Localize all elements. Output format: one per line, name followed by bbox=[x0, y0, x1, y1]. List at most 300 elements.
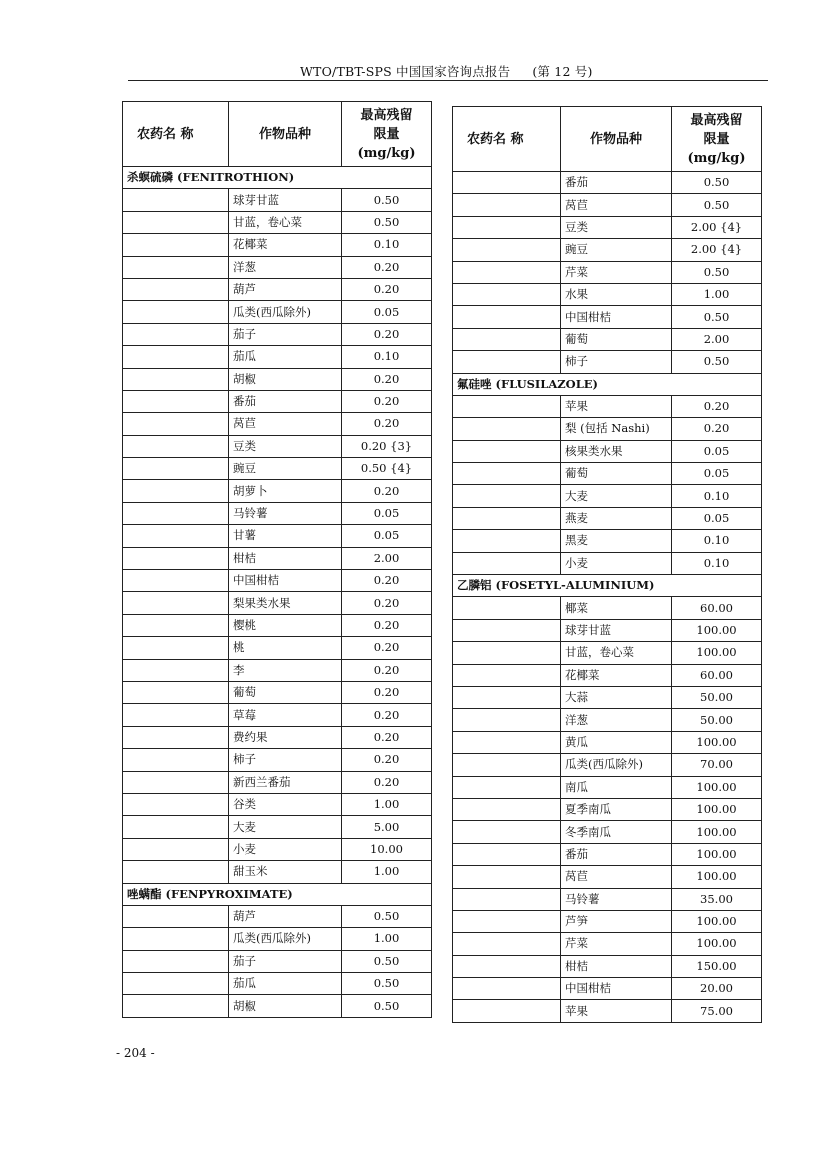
pesticide-cell bbox=[123, 681, 229, 703]
table-row bbox=[453, 239, 762, 261]
table-header-row bbox=[453, 107, 762, 172]
crop-cell: 葫芦 bbox=[229, 905, 342, 927]
table-row bbox=[123, 681, 432, 703]
section-row bbox=[453, 373, 762, 395]
mrl-cell: 0.50 bbox=[672, 306, 762, 328]
table-row bbox=[123, 346, 432, 368]
table-row bbox=[123, 323, 432, 345]
mrl-cell: 75.00 bbox=[672, 1000, 762, 1022]
mrl-cell: 0.20 bbox=[342, 771, 432, 793]
crop-cell: 冬季南瓜 bbox=[561, 821, 672, 843]
mrl-header-line2: 限量 bbox=[703, 131, 730, 147]
crop-cell: 中国柑桔 bbox=[561, 978, 672, 1000]
table-row bbox=[123, 838, 432, 860]
mrl-cell: 50.00 bbox=[672, 686, 762, 708]
crop-cell: 洋葱 bbox=[229, 256, 342, 278]
table-row bbox=[123, 726, 432, 748]
table-row bbox=[453, 194, 762, 216]
pesticide-cell bbox=[123, 570, 229, 592]
crop-cell: 甘蓝，卷心菜 bbox=[229, 211, 342, 233]
pesticide-cell bbox=[453, 933, 561, 955]
table-row bbox=[123, 861, 432, 883]
crop-cell: 马铃薯 bbox=[561, 888, 672, 910]
pesticide-cell bbox=[123, 301, 229, 323]
table-row bbox=[453, 843, 762, 865]
table-row bbox=[453, 552, 762, 574]
table-row bbox=[123, 637, 432, 659]
mrl-cell: 150.00 bbox=[672, 955, 762, 977]
mrl-cell: 60.00 bbox=[672, 664, 762, 686]
pesticide-name: 唑螨酯 (FENPYROXIMATE) bbox=[123, 883, 432, 905]
table-row bbox=[453, 642, 762, 664]
mrl-cell: 0.20 bbox=[342, 637, 432, 659]
mrl-cell: 0.20 bbox=[342, 726, 432, 748]
crop-cell: 柿子 bbox=[229, 749, 342, 771]
pesticide-cell bbox=[453, 1000, 561, 1022]
mrl-cell: 0.50 bbox=[342, 973, 432, 995]
crop-cell: 瓜类(西瓜除外) bbox=[561, 754, 672, 776]
mrl-cell: 100.00 bbox=[672, 821, 762, 843]
crop-cell: 茄瓜 bbox=[229, 346, 342, 368]
crop-cell: 南瓜 bbox=[561, 776, 672, 798]
pesticide-cell bbox=[453, 619, 561, 641]
mrl-cell: 100.00 bbox=[672, 619, 762, 641]
pesticide-cell bbox=[453, 910, 561, 932]
mrl-cell: 1.00 bbox=[342, 928, 432, 950]
mrl-cell: 100.00 bbox=[672, 843, 762, 865]
crop-cell: 大蒜 bbox=[561, 686, 672, 708]
crop-cell: 莴苣 bbox=[561, 866, 672, 888]
mrl-cell: 100.00 bbox=[672, 642, 762, 664]
crop-cell: 葫芦 bbox=[229, 278, 342, 300]
mrl-cell: 0.20 {3} bbox=[342, 435, 432, 457]
mrl-cell: 2.00 {4} bbox=[672, 216, 762, 238]
mrl-cell: 0.05 bbox=[342, 525, 432, 547]
crop-cell: 甜玉米 bbox=[229, 861, 342, 883]
crop-cell: 柑桔 bbox=[229, 547, 342, 569]
pesticide-cell bbox=[453, 843, 561, 865]
mrl-cell: 0.50 bbox=[342, 189, 432, 211]
crop-cell: 大麦 bbox=[561, 485, 672, 507]
mrl-table-right bbox=[452, 106, 762, 1023]
crop-cell: 瓜类(西瓜除外) bbox=[229, 928, 342, 950]
pesticide-cell bbox=[453, 261, 561, 283]
pesticide-cell bbox=[123, 323, 229, 345]
table-row bbox=[453, 597, 762, 619]
mrl-cell: 0.05 bbox=[672, 507, 762, 529]
table-row bbox=[453, 485, 762, 507]
crop-cell: 水果 bbox=[561, 283, 672, 305]
table-row bbox=[453, 664, 762, 686]
crop-cell: 番茄 bbox=[229, 390, 342, 412]
pesticide-cell bbox=[453, 351, 561, 373]
pesticide-cell bbox=[123, 905, 229, 927]
crop-cell: 胡萝卜 bbox=[229, 480, 342, 502]
pesticide-cell bbox=[453, 485, 561, 507]
mrl-cell: 100.00 bbox=[672, 798, 762, 820]
crop-cell: 梨果类水果 bbox=[229, 592, 342, 614]
pesticide-name: 氟硅唑 (FLUSILAZOLE) bbox=[453, 373, 762, 395]
table-row bbox=[123, 614, 432, 636]
crop-cell: 洋葱 bbox=[561, 709, 672, 731]
table-row bbox=[453, 709, 762, 731]
pesticide-cell bbox=[453, 172, 561, 194]
pesticide-cell bbox=[123, 278, 229, 300]
mrl-header-line1: 最高残留 bbox=[360, 107, 413, 123]
section-row bbox=[453, 575, 762, 597]
crop-cell: 中国柑桔 bbox=[229, 570, 342, 592]
mrl-cell: 0.20 bbox=[342, 749, 432, 771]
crop-cell: 莴苣 bbox=[229, 413, 342, 435]
table-row bbox=[453, 1000, 762, 1022]
crop-cell: 茄子 bbox=[229, 950, 342, 972]
pesticide-cell bbox=[123, 592, 229, 614]
col-header-mrl bbox=[342, 102, 432, 167]
mrl-cell: 100.00 bbox=[672, 731, 762, 753]
table-row bbox=[123, 480, 432, 502]
pesticide-cell bbox=[123, 502, 229, 524]
pesticide-cell bbox=[123, 793, 229, 815]
crop-cell: 芹菜 bbox=[561, 261, 672, 283]
mrl-cell: 0.50 bbox=[342, 995, 432, 1017]
pesticide-cell bbox=[123, 525, 229, 547]
table-row bbox=[123, 659, 432, 681]
pesticide-cell bbox=[453, 776, 561, 798]
table-row bbox=[453, 955, 762, 977]
mrl-cell: 0.05 bbox=[672, 463, 762, 485]
pesticide-cell bbox=[453, 798, 561, 820]
crop-cell: 番茄 bbox=[561, 172, 672, 194]
mrl-cell: 10.00 bbox=[342, 838, 432, 860]
col-header-crop: 作物品种 bbox=[229, 102, 342, 167]
pesticide-cell bbox=[123, 861, 229, 883]
pesticide-cell bbox=[453, 866, 561, 888]
table-row bbox=[123, 592, 432, 614]
mrl-header-line3: (mg/kg) bbox=[357, 145, 416, 161]
crop-cell: 费约果 bbox=[229, 726, 342, 748]
mrl-cell: 0.05 bbox=[342, 301, 432, 323]
mrl-cell: 0.50 bbox=[672, 261, 762, 283]
pesticide-cell bbox=[453, 642, 561, 664]
crop-cell: 胡椒 bbox=[229, 368, 342, 390]
crop-cell: 莴苣 bbox=[561, 194, 672, 216]
pesticide-cell bbox=[453, 239, 561, 261]
crop-cell: 樱桃 bbox=[229, 614, 342, 636]
mrl-cell: 0.10 bbox=[672, 485, 762, 507]
table-row bbox=[123, 278, 432, 300]
pesticide-cell bbox=[453, 597, 561, 619]
mrl-cell: 2.00 bbox=[672, 328, 762, 350]
pesticide-cell bbox=[123, 480, 229, 502]
crop-cell: 大麦 bbox=[229, 816, 342, 838]
crop-cell: 葡萄 bbox=[561, 328, 672, 350]
section-row bbox=[123, 167, 432, 189]
table-row bbox=[123, 234, 432, 256]
pesticide-cell bbox=[123, 973, 229, 995]
mrl-cell: 0.20 bbox=[342, 681, 432, 703]
mrl-cell: 0.50 bbox=[342, 950, 432, 972]
table-row bbox=[453, 776, 762, 798]
table-row bbox=[123, 368, 432, 390]
table-row bbox=[123, 189, 432, 211]
table-row bbox=[123, 435, 432, 457]
pesticide-cell bbox=[123, 189, 229, 211]
pesticide-cell bbox=[453, 731, 561, 753]
crop-cell: 豌豆 bbox=[561, 239, 672, 261]
mrl-cell: 0.20 bbox=[342, 278, 432, 300]
mrl-cell: 0.20 bbox=[342, 614, 432, 636]
table-row bbox=[453, 328, 762, 350]
pesticide-cell bbox=[453, 709, 561, 731]
crop-cell: 燕麦 bbox=[561, 507, 672, 529]
pesticide-cell bbox=[123, 704, 229, 726]
pesticide-cell bbox=[123, 928, 229, 950]
mrl-cell: 1.00 bbox=[672, 283, 762, 305]
crop-cell: 豆类 bbox=[561, 216, 672, 238]
crop-cell: 胡椒 bbox=[229, 995, 342, 1017]
col-header-crop: 作物品种 bbox=[561, 107, 672, 172]
crop-cell: 草莓 bbox=[229, 704, 342, 726]
crop-cell: 瓜类(西瓜除外) bbox=[229, 301, 342, 323]
pesticide-cell bbox=[453, 978, 561, 1000]
pesticide-cell bbox=[123, 547, 229, 569]
mrl-cell: 100.00 bbox=[672, 933, 762, 955]
crop-cell: 核果类水果 bbox=[561, 440, 672, 462]
mrl-cell: 50.00 bbox=[672, 709, 762, 731]
table-row bbox=[123, 793, 432, 815]
table-row bbox=[453, 978, 762, 1000]
table-row bbox=[453, 888, 762, 910]
table-row bbox=[123, 950, 432, 972]
pesticide-cell bbox=[123, 995, 229, 1017]
table-row bbox=[453, 731, 762, 753]
table-row bbox=[453, 418, 762, 440]
pesticide-cell bbox=[453, 216, 561, 238]
table-row bbox=[123, 301, 432, 323]
section-row bbox=[123, 883, 432, 905]
pesticide-cell bbox=[123, 390, 229, 412]
pesticide-cell bbox=[123, 659, 229, 681]
table-row bbox=[123, 749, 432, 771]
mrl-cell: 0.20 bbox=[342, 480, 432, 502]
table-row bbox=[123, 413, 432, 435]
col-header-pesticide: 农药名 称 bbox=[453, 107, 561, 172]
mrl-cell: 2.00 bbox=[342, 547, 432, 569]
crop-cell: 马铃薯 bbox=[229, 502, 342, 524]
crop-cell: 苹果 bbox=[561, 1000, 672, 1022]
mrl-cell: 100.00 bbox=[672, 866, 762, 888]
crop-cell: 李 bbox=[229, 659, 342, 681]
pesticide-cell bbox=[453, 440, 561, 462]
mrl-cell: 0.05 bbox=[672, 440, 762, 462]
pesticide-cell bbox=[123, 256, 229, 278]
page-number: - 204 - bbox=[116, 1046, 155, 1060]
pesticide-cell bbox=[123, 838, 229, 860]
mrl-table-left bbox=[122, 101, 432, 1018]
crop-cell: 番茄 bbox=[561, 843, 672, 865]
crop-cell: 芦笋 bbox=[561, 910, 672, 932]
mrl-cell: 0.50 bbox=[672, 172, 762, 194]
table-row bbox=[123, 547, 432, 569]
mrl-cell: 0.20 bbox=[342, 413, 432, 435]
table-row bbox=[453, 283, 762, 305]
pesticide-name: 杀螟硫磷 (FENITROTHION) bbox=[123, 167, 432, 189]
mrl-cell: 0.20 bbox=[342, 256, 432, 278]
mrl-cell: 0.10 bbox=[672, 552, 762, 574]
crop-cell: 椰菜 bbox=[561, 597, 672, 619]
mrl-cell: 0.10 bbox=[342, 346, 432, 368]
table-row bbox=[453, 798, 762, 820]
mrl-cell: 0.20 bbox=[672, 395, 762, 417]
table-row bbox=[453, 395, 762, 417]
mrl-cell: 0.50 bbox=[672, 351, 762, 373]
table-row bbox=[123, 570, 432, 592]
mrl-cell: 2.00 {4} bbox=[672, 239, 762, 261]
table-row bbox=[123, 525, 432, 547]
pesticide-cell bbox=[123, 637, 229, 659]
crop-cell: 柿子 bbox=[561, 351, 672, 373]
table-row bbox=[453, 933, 762, 955]
mrl-cell: 0.20 bbox=[342, 659, 432, 681]
mrl-cell: 100.00 bbox=[672, 910, 762, 932]
mrl-cell: 0.20 bbox=[342, 592, 432, 614]
pesticide-cell bbox=[453, 328, 561, 350]
crop-cell: 梨 (包括 Nashi) bbox=[561, 418, 672, 440]
table-row bbox=[453, 440, 762, 462]
table-row bbox=[453, 351, 762, 373]
table-row bbox=[453, 821, 762, 843]
table-row bbox=[123, 256, 432, 278]
crop-cell: 球芽甘蓝 bbox=[229, 189, 342, 211]
crop-cell: 茄子 bbox=[229, 323, 342, 345]
pesticide-cell bbox=[453, 686, 561, 708]
table-row bbox=[453, 866, 762, 888]
mrl-cell: 0.20 bbox=[672, 418, 762, 440]
crop-cell: 花椰菜 bbox=[561, 664, 672, 686]
page-header bbox=[300, 62, 593, 80]
crop-cell: 新西兰番茄 bbox=[229, 771, 342, 793]
table-body-left bbox=[123, 167, 432, 1018]
mrl-cell: 0.20 bbox=[342, 570, 432, 592]
mrl-cell: 0.20 bbox=[342, 323, 432, 345]
pesticide-cell bbox=[123, 413, 229, 435]
table-row bbox=[123, 995, 432, 1017]
mrl-cell: 5.00 bbox=[342, 816, 432, 838]
pesticide-cell bbox=[453, 306, 561, 328]
pesticide-cell bbox=[453, 754, 561, 776]
pesticide-cell bbox=[453, 888, 561, 910]
table-row bbox=[453, 216, 762, 238]
table-row bbox=[453, 619, 762, 641]
crop-cell: 黄瓜 bbox=[561, 731, 672, 753]
mrl-cell: 0.05 bbox=[342, 502, 432, 524]
header-rule bbox=[128, 80, 768, 81]
table-body-right bbox=[453, 172, 762, 1023]
pesticide-cell bbox=[123, 368, 229, 390]
pesticide-cell bbox=[123, 771, 229, 793]
mrl-cell: 20.00 bbox=[672, 978, 762, 1000]
mrl-cell: 0.20 bbox=[342, 368, 432, 390]
mrl-cell: 0.50 {4} bbox=[342, 458, 432, 480]
pesticide-cell bbox=[453, 395, 561, 417]
table-row bbox=[123, 502, 432, 524]
table-row bbox=[453, 754, 762, 776]
table-row bbox=[123, 771, 432, 793]
pesticide-cell bbox=[453, 821, 561, 843]
mrl-cell: 0.50 bbox=[672, 194, 762, 216]
crop-cell: 花椰菜 bbox=[229, 234, 342, 256]
table-row bbox=[123, 704, 432, 726]
mrl-header-line2: 限量 bbox=[373, 126, 400, 142]
pesticide-cell bbox=[453, 194, 561, 216]
pesticide-cell bbox=[123, 211, 229, 233]
table-row bbox=[453, 530, 762, 552]
table-row bbox=[123, 458, 432, 480]
crop-cell: 芹菜 bbox=[561, 933, 672, 955]
pesticide-cell bbox=[123, 749, 229, 771]
report-title: WTO/TBT-SPS 中国国家咨询点报告 bbox=[300, 64, 511, 79]
table-row bbox=[123, 211, 432, 233]
table-row bbox=[453, 172, 762, 194]
crop-cell: 小麦 bbox=[229, 838, 342, 860]
mrl-cell: 0.20 bbox=[342, 390, 432, 412]
crop-cell: 甘薯 bbox=[229, 525, 342, 547]
crop-cell: 小麦 bbox=[561, 552, 672, 574]
mrl-cell: 0.10 bbox=[672, 530, 762, 552]
pesticide-cell bbox=[453, 552, 561, 574]
pesticide-cell bbox=[123, 234, 229, 256]
crop-cell: 葡萄 bbox=[561, 463, 672, 485]
col-header-mrl bbox=[672, 107, 762, 172]
pesticide-cell bbox=[123, 816, 229, 838]
pesticide-cell bbox=[453, 955, 561, 977]
mrl-cell: 1.00 bbox=[342, 861, 432, 883]
crop-cell: 桃 bbox=[229, 637, 342, 659]
mrl-cell: 0.50 bbox=[342, 905, 432, 927]
pesticide-cell bbox=[453, 664, 561, 686]
pesticide-cell bbox=[123, 950, 229, 972]
mrl-cell: 0.10 bbox=[342, 234, 432, 256]
table-header-row bbox=[123, 102, 432, 167]
crop-cell: 黑麦 bbox=[561, 530, 672, 552]
pesticide-cell bbox=[453, 418, 561, 440]
issue-number: (第 12 号) bbox=[532, 64, 593, 79]
crop-cell: 葡萄 bbox=[229, 681, 342, 703]
pesticide-cell bbox=[123, 435, 229, 457]
table-row bbox=[453, 507, 762, 529]
table-row bbox=[123, 816, 432, 838]
table-row bbox=[123, 928, 432, 950]
crop-cell: 茄瓜 bbox=[229, 973, 342, 995]
crop-cell: 中国柑桔 bbox=[561, 306, 672, 328]
pesticide-cell bbox=[453, 507, 561, 529]
mrl-cell: 0.50 bbox=[342, 211, 432, 233]
crop-cell: 夏季南瓜 bbox=[561, 798, 672, 820]
pesticide-cell bbox=[123, 614, 229, 636]
table-row bbox=[453, 306, 762, 328]
pesticide-cell bbox=[123, 726, 229, 748]
crop-cell: 豆类 bbox=[229, 435, 342, 457]
pesticide-cell bbox=[453, 283, 561, 305]
mrl-cell: 35.00 bbox=[672, 888, 762, 910]
table-row bbox=[453, 910, 762, 932]
mrl-cell: 60.00 bbox=[672, 597, 762, 619]
table-row bbox=[453, 261, 762, 283]
mrl-header-line3: (mg/kg) bbox=[687, 150, 746, 166]
crop-cell: 谷类 bbox=[229, 793, 342, 815]
mrl-cell: 1.00 bbox=[342, 793, 432, 815]
crop-cell: 球芽甘蓝 bbox=[561, 619, 672, 641]
